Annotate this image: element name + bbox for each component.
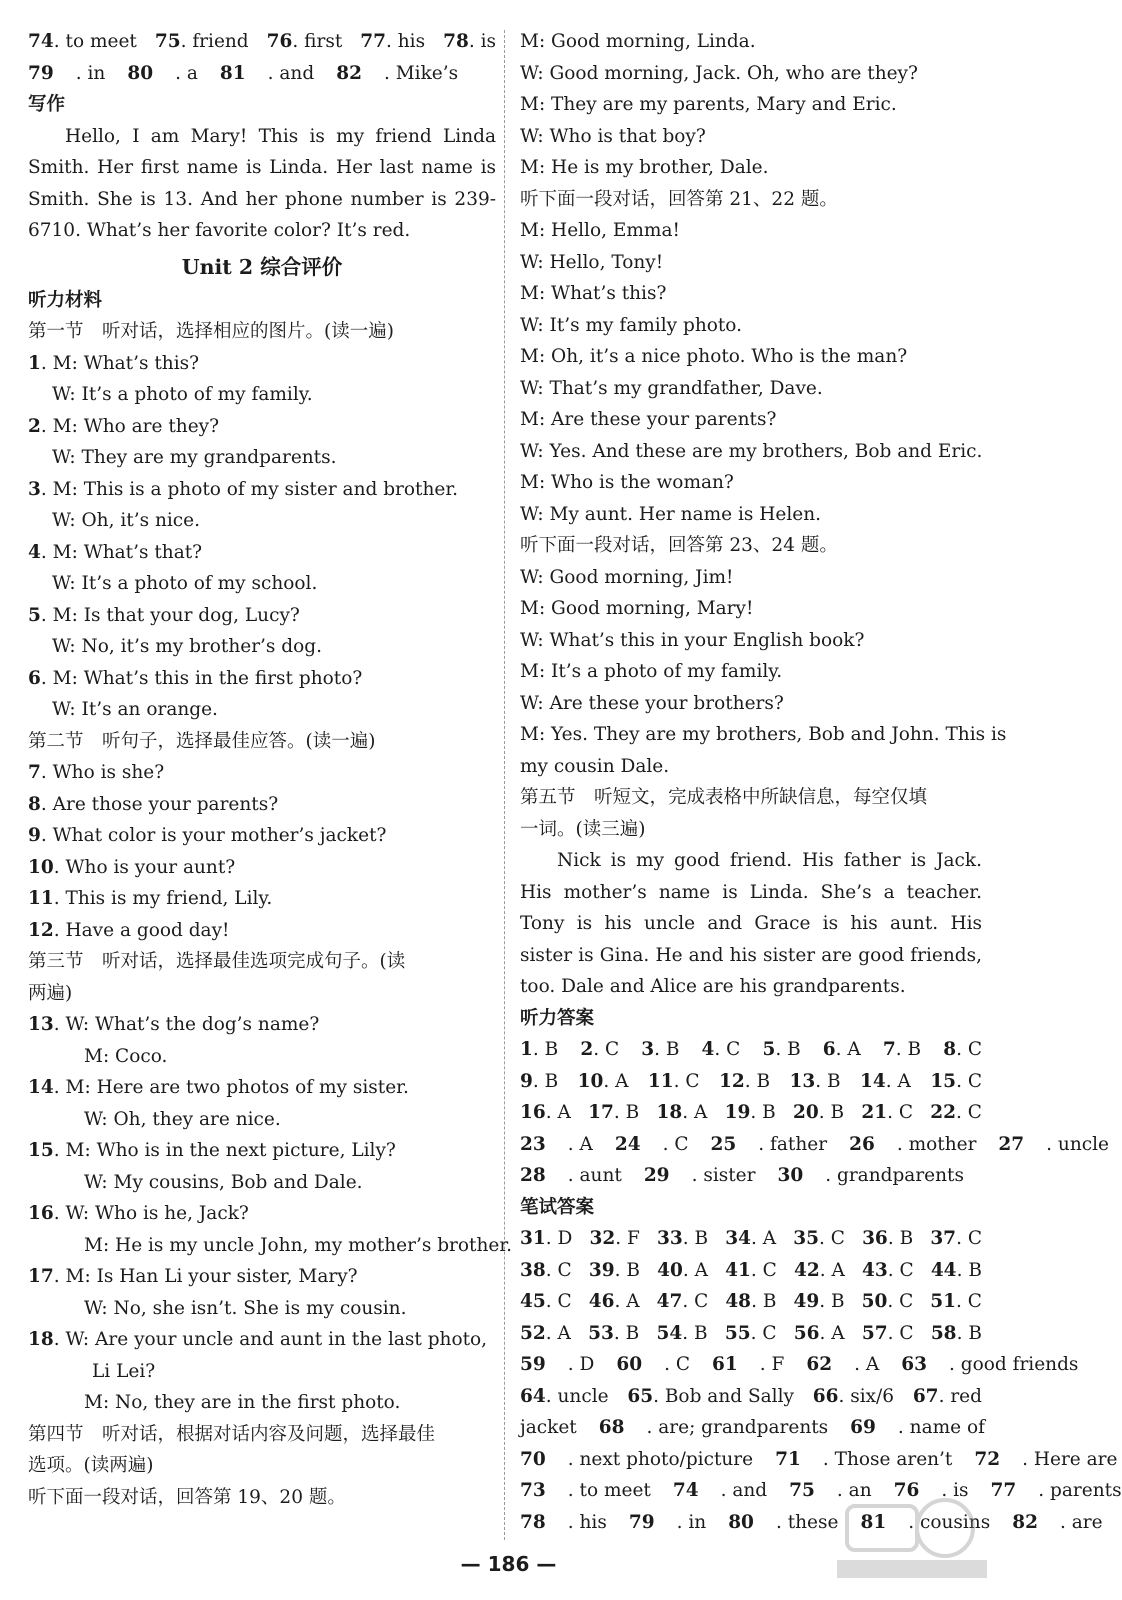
answer-item: 42. A — [793, 1259, 845, 1281]
written-answer-row — [520, 1255, 982, 1287]
answer-item: 16. A — [520, 1102, 571, 1123]
answer-item: 59 . D — [520, 1354, 595, 1375]
answer-item: 72 . Here are — [974, 1448, 1118, 1470]
answer-item: 65. Bob and Sally — [627, 1385, 794, 1407]
dialogue-line: W: It’s a photo of my school. — [52, 573, 318, 594]
answer-item: 71 . Those aren’t — [775, 1448, 953, 1470]
answer-item: 21. C — [861, 1102, 913, 1123]
answer-item: 67. red — [912, 1385, 982, 1407]
answer-item: 44. B — [930, 1259, 982, 1281]
answer-item: 56. A — [793, 1322, 845, 1344]
question-line: 17. M: Is Han Li your sister, Mary? — [28, 1266, 358, 1287]
question-line: 1. M: What’s this? — [28, 352, 200, 374]
dialogue-line: M: No, they are in the first photo. — [84, 1392, 401, 1413]
left-column — [28, 26, 513, 1513]
answer-item: 22. C — [930, 1102, 982, 1123]
question-line: 8. Are those your parents? — [28, 793, 279, 815]
answer-item: 43. C — [861, 1259, 914, 1281]
answer-item: 36. B — [862, 1228, 914, 1249]
dialogue-line: 听下面一段对话，回答第 23、24 题。 — [520, 535, 838, 556]
answer-item: 66. six/6 — [812, 1385, 895, 1407]
dialogue-line: M: What’s this? — [520, 283, 667, 304]
answer-item: 81 . cousins — [860, 1511, 991, 1533]
dialogue-line: M: Are these your parents? — [520, 409, 777, 430]
answer-item: 69 . name of — [850, 1417, 985, 1438]
dialogue-line: M: Good morning, Linda. — [520, 31, 756, 52]
answer-item: 77 . parents — [990, 1480, 1122, 1501]
section-heading: 选项。(读两遍) — [28, 1455, 154, 1476]
dialogue-line: W: It’s an orange. — [52, 699, 218, 720]
unit-title: Unit 2 综合评价 — [181, 254, 343, 279]
dialogue-line: M: Who is the woman? — [520, 472, 734, 493]
listening-answers — [520, 1034, 1109, 1192]
dialogue-line: my cousin Dale. — [520, 755, 670, 777]
answer-item: 74. to meet — [28, 31, 137, 52]
question-line: 2. M: Who are they? — [28, 415, 220, 437]
dialogue-line: W: Hello, Tony! — [520, 251, 664, 273]
answer-item: 80 . these — [728, 1511, 839, 1533]
writing-heading: 写作 — [28, 94, 66, 115]
answer-item: 35. C — [793, 1228, 845, 1249]
written-answer-row — [520, 1444, 1118, 1476]
question-line: 6. M: What’s this in the first photo? — [28, 667, 363, 689]
dialogue-line: W: Are these your brothers? — [520, 692, 784, 714]
answer-item: 76 . is — [893, 1480, 969, 1501]
answer-item: 25 . father — [710, 1133, 828, 1155]
listening-answer-row — [520, 1066, 982, 1098]
section-heading: 第三节 听对话，选择最佳选项完成句子。(读 — [28, 951, 406, 972]
answer-item: 13. B — [789, 1070, 841, 1092]
answer-item: 41. C — [725, 1259, 777, 1281]
answer-item: 32. F — [589, 1228, 640, 1249]
section5-passage: Nick is my good friend. His father is Jack. His mother’s name is Linda. She’s a teacher. Tony is his uncle and Grace is his aunt. His sister is Gina. He and his sister are good friends, too. Dale and Alice are his grandparents. — [520, 850, 982, 997]
section-heading: 两遍) — [28, 982, 73, 1004]
answer-item: 10. A — [577, 1070, 629, 1092]
written-answer-row — [520, 1381, 982, 1413]
answer-item: 5. B — [762, 1039, 801, 1060]
question-line: 13. W: What’s the dog’s name? — [28, 1014, 320, 1035]
answer-item: 20. B — [792, 1102, 845, 1123]
question-line: 15. M: Who is in the next picture, Lily? — [28, 1140, 396, 1161]
question-line: 14. M: Here are two photos of my sister. — [28, 1077, 409, 1098]
section-heading: 第二节 听句子，选择最佳应答。(读一遍) — [28, 730, 376, 752]
written-answer-row — [520, 1349, 1079, 1381]
listening-answer-row — [520, 1034, 982, 1066]
answer-item: 76. first — [266, 31, 343, 52]
answer-item: 70 . next photo/picture — [520, 1448, 754, 1470]
dialogue-line: W: Oh, it’s nice. — [52, 510, 200, 531]
answer-item: 1. B — [520, 1039, 559, 1060]
answer-item: 47. C — [656, 1291, 709, 1312]
listening-answer-row — [520, 1129, 1109, 1161]
answer-item: 46. A — [588, 1291, 640, 1312]
section5-heading-cont: 一词。(读三遍) — [520, 818, 646, 840]
answer-item: 7. B — [882, 1039, 922, 1060]
answer-item: 57. C — [861, 1322, 914, 1344]
answer-item: 75 . an — [789, 1480, 872, 1501]
question-line: 16. W: Who is he, Jack? — [28, 1203, 249, 1224]
watermark-logo — [827, 1488, 997, 1588]
answer-item: 74 . and — [672, 1480, 768, 1501]
dialogue-line: M: Good morning, Mary! — [520, 598, 754, 619]
top-answer-block — [28, 26, 496, 89]
answer-item: 24 . C — [614, 1133, 689, 1155]
answer-item: 58. B — [930, 1322, 982, 1344]
dialogue-line: W: Good morning, Jim! — [520, 566, 734, 588]
dialogue-line: M: Coco. — [84, 1045, 168, 1067]
dialogue-line: M: He is my uncle John, my mother’s brother. — [84, 1234, 513, 1256]
answer-item: 2. C — [580, 1039, 620, 1060]
section-heading: 第一节 听对话，选择相应的图片。(读一遍) — [28, 321, 394, 342]
answer-item: 77. his — [360, 31, 426, 52]
answer-item: 55. C — [724, 1322, 777, 1344]
answer-item: 8. C — [943, 1039, 982, 1060]
section5-heading: 第五节 听短文，完成表格中所缺信息，每空仅填 — [520, 787, 928, 808]
question-line: 18. W: Are your uncle and aunt in the last photo, — [28, 1329, 488, 1350]
answer-item: 23 . A — [520, 1133, 593, 1155]
dialogue-line: W: They are my grandparents. — [52, 447, 337, 468]
answer-item: 82 . are — [1012, 1511, 1103, 1533]
answer-item: 40. A — [657, 1259, 708, 1281]
answer-item: 63 . good friends — [901, 1354, 1079, 1375]
dialogue-line: M: He is my brother, Dale. — [520, 157, 769, 178]
written-answers-heading: 笔试答案 — [520, 1196, 595, 1218]
dialogue-line: M: They are my parents, Mary and Eric. — [520, 94, 897, 115]
answer-item: 3. B — [641, 1039, 680, 1060]
dialogue-line: W: My aunt. Her name is Helen. — [520, 503, 822, 525]
answer-item: 29 . sister — [643, 1165, 756, 1186]
listening-material-heading: 听力材料 — [28, 289, 103, 311]
answer-item: 38. C — [520, 1259, 572, 1281]
listening-answer-row — [520, 1097, 982, 1129]
written-answer-row — [520, 1286, 982, 1318]
answer-item: 79 . in — [28, 62, 106, 84]
answer-item: 48. B — [725, 1291, 777, 1312]
dialogue-line: M: Oh, it’s a nice photo. Who is the man? — [520, 346, 908, 367]
answer-item: 79 . in — [628, 1511, 707, 1533]
question-line: 9. What color is your mother’s jacket? — [28, 825, 387, 846]
listening-answers-heading: 听力答案 — [520, 1007, 595, 1029]
dialogue-line: 听下面一段对话，回答第 21、22 题。 — [520, 188, 838, 210]
answer-item: 81 . and — [219, 62, 315, 84]
dialogue-line: W: Yes. And these are my brothers, Bob and Eric. — [520, 440, 983, 462]
answer-item: 12. B — [719, 1070, 771, 1092]
dialogue-line: M: Hello, Emma! — [520, 220, 680, 241]
answer-item: 17. B — [588, 1102, 640, 1123]
answer-item: 78 . his — [520, 1511, 607, 1533]
answer-item: 53. B — [588, 1322, 640, 1344]
column-divider — [504, 30, 505, 1540]
answer-item: 64. uncle — [520, 1385, 609, 1407]
answer-item: 9. B — [520, 1070, 559, 1092]
answer-item: 82 . Mike’s — [336, 62, 459, 84]
dialogue-line: W: Oh, they are nice. — [84, 1108, 281, 1130]
answer-item: 14. A — [860, 1070, 911, 1092]
section-heading: 第四节 听对话，根据对话内容及问题，选择最佳 — [28, 1423, 436, 1445]
answer-item: 62 . A — [806, 1354, 880, 1375]
answer-item: 49. B — [793, 1291, 845, 1312]
answer-item: 30 . grandparents — [777, 1165, 964, 1186]
answer-item: 45. C — [520, 1291, 572, 1312]
dialogue-line: W: My cousins, Bob and Dale. — [84, 1171, 363, 1193]
writing-passage: Hello, I am Mary! This is my friend Linda Smith. Her first name is Linda. Her last name is Smith. She is 13. And her phone number is 239-6710. What’s her favorite color? It’s red. — [28, 125, 496, 241]
answer-item: 11. C — [647, 1070, 700, 1092]
dialogue-line: W: No, it’s my brother’s dog. — [52, 636, 323, 657]
dialogue-line: W: That’s my grandfather, Dave. — [520, 377, 823, 399]
listening-answer-row — [520, 1160, 982, 1192]
page-number: — 186 — — [460, 1552, 557, 1576]
dialogue-line: W: It’s my family photo. — [520, 314, 742, 336]
dialogue-line: W: No, she isn’t. She is my cousin. — [84, 1297, 407, 1319]
answer-item: 4. C — [701, 1039, 741, 1060]
written-answer-row — [520, 1318, 982, 1350]
dialogue-line: M: Yes. They are my brothers, Bob and John. This is — [520, 724, 1007, 745]
answer-item: 18. A — [656, 1102, 708, 1123]
dialogue-line: W: Who is that boy? — [520, 125, 706, 147]
section-heading: 听下面一段对话，回答第 19、20 题。 — [28, 1486, 346, 1508]
dialogue-lines — [520, 26, 1007, 782]
written-answer-row — [520, 1223, 982, 1255]
answer-item: 31. D — [520, 1228, 573, 1249]
answer-item: 68 . are; grandparents — [598, 1417, 829, 1438]
answer-item: 6. A — [822, 1039, 861, 1060]
answer-item: 28 . aunt — [520, 1165, 622, 1186]
answer-item: jacket — [520, 1417, 577, 1438]
dialogue-line: W: Good morning, Jack. Oh, who are they? — [520, 62, 918, 84]
written-answer-row — [520, 1412, 985, 1444]
top-answer-row — [28, 26, 496, 58]
answer-item: 52. A — [520, 1322, 571, 1344]
answer-item: 78. is — [443, 31, 496, 52]
answer-item: 15. C — [930, 1070, 982, 1092]
answer-item: 26 . mother — [849, 1133, 977, 1155]
answer-item: 50. C — [861, 1291, 914, 1312]
answer-item: 60 . C — [616, 1354, 691, 1375]
answer-item: 80 . a — [127, 62, 198, 84]
answer-item: 37. C — [930, 1228, 982, 1249]
question-line: 10. Who is your aunt? — [28, 856, 236, 878]
dialogue-line: W: It’s a photo of my family. — [52, 384, 313, 405]
answer-item: 75. friend — [154, 31, 249, 52]
answer-item: 19. B — [724, 1102, 776, 1123]
question-line: 11. This is my friend, Lily. — [28, 888, 273, 909]
right-column — [520, 26, 1122, 1538]
dialogue-line: Li Lei? — [92, 1360, 156, 1382]
question-line: 3. M: This is a photo of my sister and brother. — [28, 478, 459, 500]
listening-material-lines — [28, 316, 513, 1513]
answer-item: 39. B — [588, 1259, 640, 1281]
answer-item: 33. B — [656, 1228, 709, 1249]
dialogue-line: W: What’s this in your English book? — [520, 629, 865, 651]
top-answer-row — [28, 58, 496, 90]
answer-item: 27 . uncle — [998, 1133, 1109, 1155]
answer-item: 51. C — [930, 1291, 982, 1312]
question-line: 5. M: Is that your dog, Lucy? — [28, 604, 300, 626]
answer-item: 73 . to meet — [520, 1480, 651, 1501]
question-line: 7. Who is she? — [28, 762, 165, 783]
question-line: 4. M: What’s that? — [28, 541, 203, 563]
question-line: 12. Have a good day! — [28, 919, 230, 941]
answer-item: 54. B — [656, 1322, 708, 1344]
answer-item: 61 . F — [712, 1354, 785, 1375]
answer-item: 34. A — [725, 1228, 777, 1249]
dialogue-line: M: It’s a photo of my family. — [520, 661, 783, 682]
